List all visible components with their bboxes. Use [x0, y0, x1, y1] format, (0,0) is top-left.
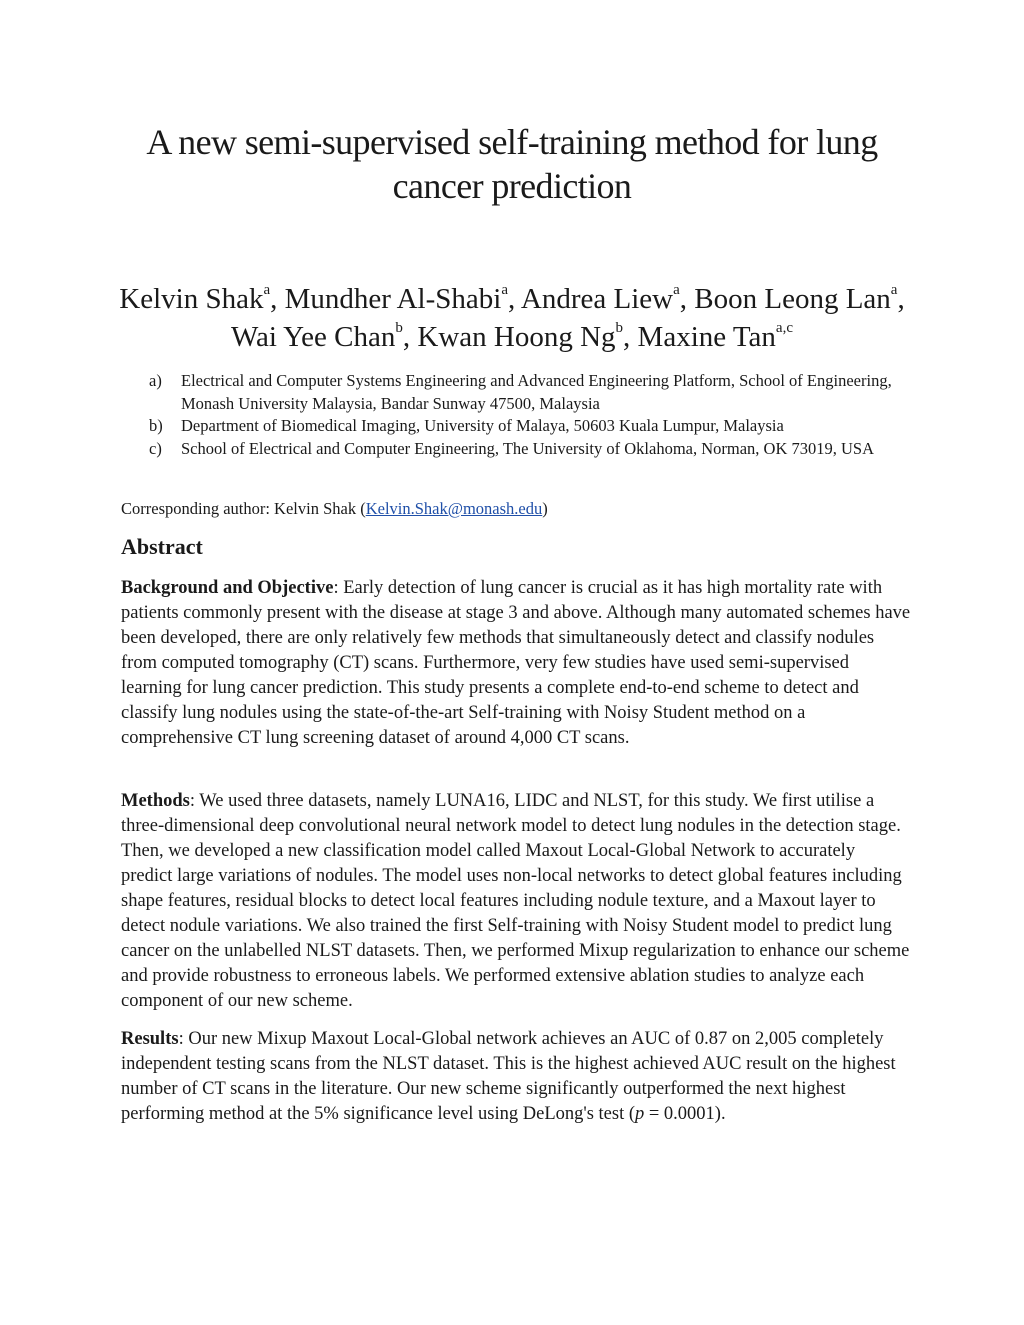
author-list: [100, 280, 924, 356]
author-name: Wai Yee Chan: [230, 321, 396, 353]
author-entry: [417, 321, 637, 353]
methods-text: : We used three datasets, namely LUNA16, LIDC and NLST, for this study. We first utilise a three-dimensional deep convolutional neural network model to detect lung nodules in the detection stage. Then, we developed a new classification model called Maxout Local-Global Network to accurately predict large variations of nodules. The model uses non-local networks to detect global features including shape features, residual blocks to detect local features including nodule texture, and a Maxout layer to detect nodule variations. We also trained the first Self-training with Noisy Student model to predict lung cancer on the unlabelled NLST datasets. Then, we performed Mixup regularization to enhance our scheme and provide robustness to erroneous labels. We performed extensive ablation studies to analyze each component of our new scheme.: [121, 791, 910, 1011]
author-entry: [638, 321, 793, 353]
affiliation-item: [145, 415, 905, 438]
affiliation-marker: c): [149, 438, 162, 458]
abstract-heading: Abstract: [121, 534, 203, 559]
affiliation-text: Electrical and Computer Systems Engineering and Advanced Engineering Platform, School of Engineering, Monash University Malaysia, Bandar Sunway 47500, Malaysia: [181, 371, 892, 413]
author-separator: ,: [679, 283, 695, 315]
corresponding-prefix: Corresponding author: Kelvin Shak (: [121, 499, 366, 518]
author-separator: ,: [897, 283, 905, 315]
affiliation-item: [145, 438, 905, 461]
author-affiliation-marker: a: [890, 282, 898, 299]
affiliation-text: Department of Biomedical Imaging, University of Malaya, 50603 Kuala Lumpur, Malaysia: [181, 416, 784, 435]
author-affiliation-marker: b: [615, 320, 624, 337]
affiliation-item: [145, 370, 905, 415]
affiliation-list: [145, 370, 905, 460]
author-entry: [231, 321, 417, 353]
author-affiliation-marker: a: [501, 282, 508, 299]
author-separator: ,: [508, 283, 521, 315]
abstract-methods-paragraph: [121, 789, 911, 1014]
author-separator: ,: [402, 321, 418, 353]
affiliation-text: School of Electrical and Computer Engineering, The University of Oklahoma, Norman, OK 73019, USA: [181, 438, 875, 458]
author-separator: ,: [623, 321, 638, 353]
author-entry: [285, 283, 521, 315]
author-name: Mundher Al-Shabi: [284, 283, 502, 315]
author-name: Andrea Liew: [520, 283, 674, 315]
author-affiliation-marker: a: [263, 282, 271, 299]
methods-label: Methods: [121, 791, 190, 811]
abstract-results-paragraph: [121, 1027, 911, 1127]
corresponding-email-link[interactable]: Kelvin.Shak@monash.edu: [365, 499, 543, 518]
author-name: Kelvin Shak: [119, 283, 264, 315]
author-name: Boon Leong Lan: [694, 283, 891, 315]
author-separator: ,: [270, 283, 285, 315]
abstract-background-paragraph: [121, 576, 911, 751]
author-affiliation-marker: b: [395, 320, 403, 337]
background-label: Background and Objective: [121, 578, 334, 598]
affiliation-marker: b): [149, 416, 163, 435]
corresponding-suffix: ): [542, 499, 548, 518]
author-affiliation-marker: a: [673, 282, 680, 299]
background-text: : Early detection of lung cancer is crucial as it has high mortality rate with patients commonly present with the disease at stage 3 and above. Although many automated schemes have been developed, there are only relatively few methods that simultaneously detect and classify nodules from computed tomography (CT) scans. Furthermore, very few studies have used semi-supervised learning for lung cancer prediction. This study presents a complete end-to-end scheme to detect and classify lung nodules using the state-of-the-art Self-training with Noisy Student method on a comprehensive CT lung screening dataset of around 4,000 CT scans.: [121, 578, 911, 748]
affiliation-marker: a): [149, 371, 162, 390]
p-value: = 0.0001).: [644, 1104, 726, 1124]
author-entry: [521, 283, 694, 315]
author-name: Maxine Tan: [637, 321, 776, 353]
p-value-symbol: p: [635, 1104, 645, 1124]
author-entry: [694, 283, 904, 315]
results-label: Results: [121, 1029, 179, 1049]
corresponding-author: [121, 498, 548, 520]
author-affiliation-marker: a,c: [775, 320, 793, 337]
author-name: Kwan Hoong Ng: [417, 321, 616, 353]
paper-title: A new semi-supervised self-training method for lung cancer prediction: [146, 122, 878, 206]
author-entry: [119, 283, 284, 315]
results-text: : Our new Mixup Maxout Local-Global network achieves an AUC of 0.87 on 2,005 completely independent testing scans from the NLST dataset. This is the highest achieved AUC result on the highest number of CT scans in the literature. Our new scheme significantly outperformed the next highest performing method at the 5% significance level using DeLong's test (: [121, 1029, 896, 1124]
